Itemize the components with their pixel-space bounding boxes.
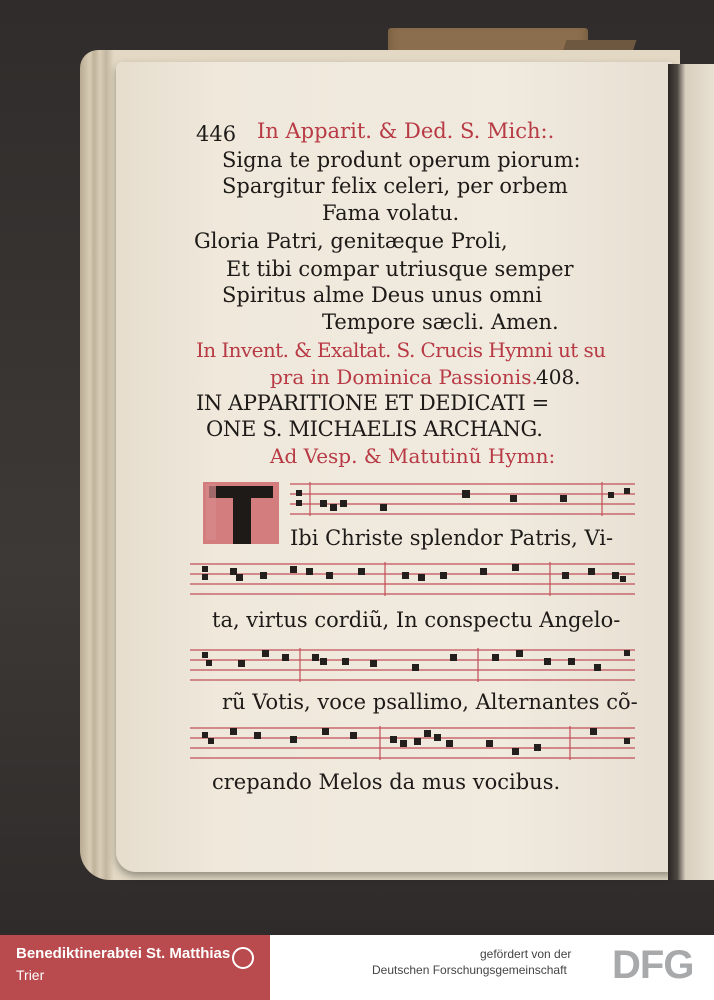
lyric-line: Ibi Christe splendor Patris, Vi-: [290, 526, 614, 550]
verse-line: Signa te produnt operum piorum:: [222, 148, 581, 172]
page-header: In Apparit. & Ded. S. Mich:.: [257, 119, 555, 143]
verse-line: Gloria Patri, genitæque Proli,: [194, 229, 508, 253]
verse-line: Tempore sæcli. Amen.: [322, 310, 559, 334]
decorated-initial: [201, 478, 281, 548]
music-staff: [290, 480, 635, 528]
rubric-reference: 408.: [536, 365, 581, 389]
lyric-line: rũ Votis, voce psallimo, Alternantes cõ-: [222, 690, 638, 714]
institution-block[interactable]: [0, 935, 270, 1000]
dfg-logo[interactable]: DFG: [612, 943, 694, 987]
hymn-title: ONE S. MICHAELIS ARCHANG.: [206, 417, 543, 441]
footer-bar: [0, 935, 714, 1000]
verse-line: Fama volatu.: [322, 201, 460, 225]
hymn-title: IN APPARITIONE ET DEDICATI =: [196, 391, 549, 415]
book-gutter: [668, 64, 714, 880]
verse-line: Et tibi compar utriusque semper: [226, 257, 574, 281]
funding-line: Deutschen Forschungsgemeinschaft: [372, 963, 567, 977]
music-staff: [190, 646, 635, 694]
music-staff: [190, 724, 635, 772]
lyric-line: crepando Melos da mus vocibus.: [212, 770, 561, 794]
book-seal-icon: [232, 947, 254, 969]
page-number: 446: [196, 122, 237, 146]
verse-line: Spargitur felix celeri, per orbem: [222, 174, 568, 198]
verse-line: Spiritus alme Deus unus omni: [222, 283, 543, 307]
lyric-line: ta, virtus cordiũ, In conspectu Angelo-: [212, 608, 621, 632]
rubric-line: pra in Dominica Passionis.: [270, 365, 538, 389]
institution-name: Benediktinerabtei St. Matthias: [16, 945, 231, 962]
music-staff: [190, 560, 635, 608]
institution-city: Trier: [16, 967, 45, 983]
rubric-line: In Invent. & Exaltat. S. Crucis Hymni ut su: [196, 338, 606, 362]
funding-line: gefördert von der: [480, 947, 572, 961]
hymn-subtitle: Ad Vesp. & Matutinũ Hymn:: [270, 444, 556, 468]
